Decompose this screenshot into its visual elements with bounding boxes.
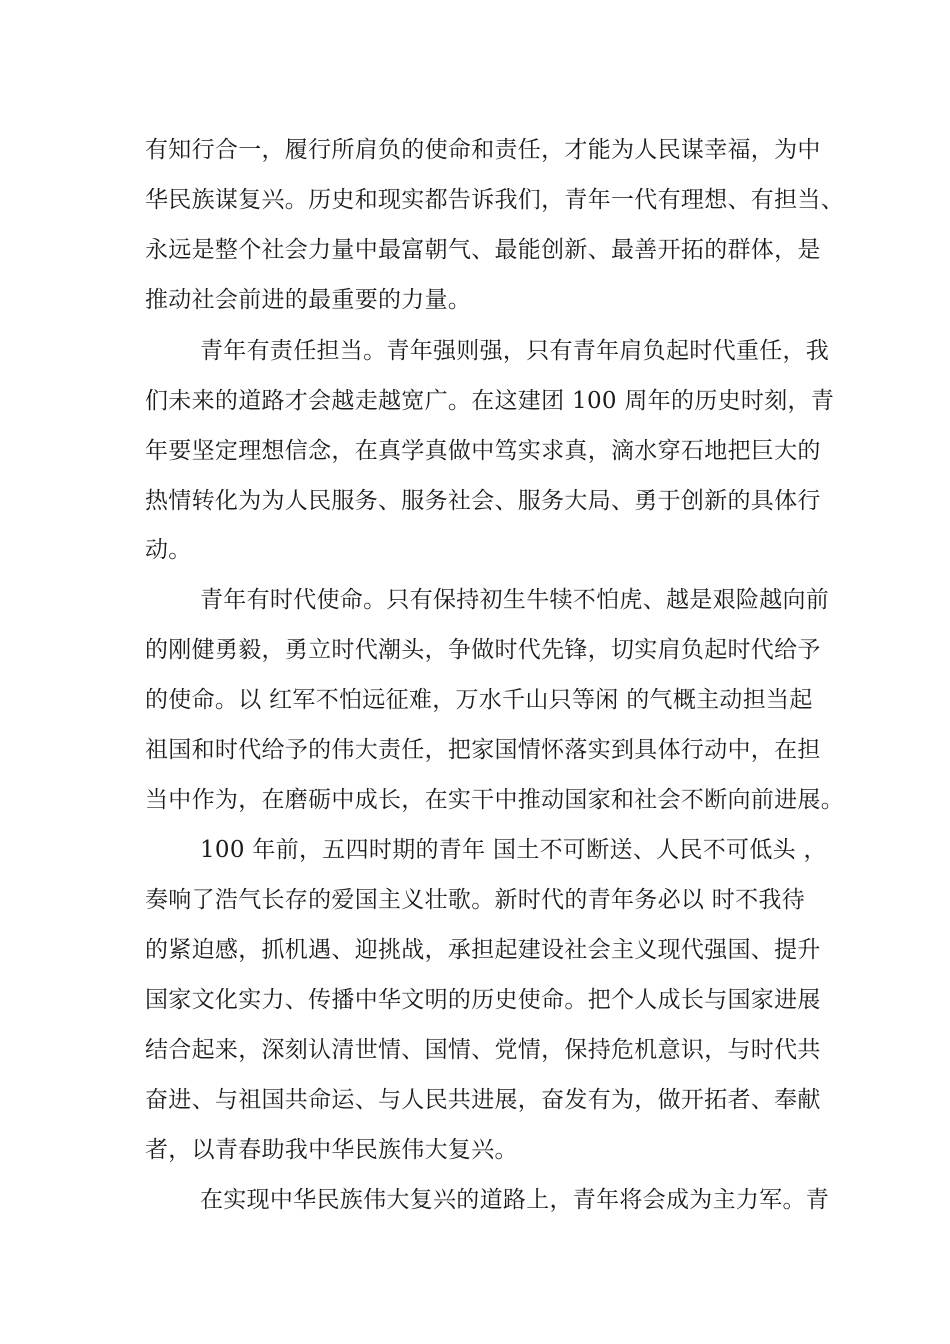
text-line: 年要坚定理想信念，在真学真做中笃实求真，滴水穿石地把巨大的 [145,438,821,464]
paragraph-first-line: 100 年前，五四时期的青年 国土不可断送、人民不可低头 ， [200,837,827,863]
text-line: 的使命。以 红军不怕远征难，万水千山只等闲 的气概主动担当起 [145,687,813,713]
text-line: 热情转化为为人民服务、服务社会、服务大局、勇于创新的具体行 [145,488,821,514]
text-line: 的刚健勇毅，勇立时代潮头，争做时代先锋，切实肩负起时代给予 [145,637,821,663]
paragraph-first-line: 青年有时代使命。只有保持初生牛犊不怕虎、越是艰险越向前 [200,587,830,613]
text-line: 祖国和时代给予的伟大责任，把家国情怀落实到具体行动中，在担 [145,737,821,763]
paragraph-first-line: 青年有责任担当。青年强则强，只有青年肩负起时代重任，我 [200,338,830,364]
text-line: 永远是整个社会力量中最富朝气、最能创新、最善开拓的群体，是 [145,237,821,263]
text-line: 有知行合一，履行所肩负的使命和责任，才能为人民谋幸福，为中 [145,137,821,163]
text-line: 华民族谋复兴。历史和现实都告诉我们，青年一代有理想、有担当、 [145,187,844,213]
text-line: 们未来的道路才会越走越宽广。在这建团 100 周年的历史时刻，青 [145,388,835,414]
text-line: 奏响了浩气长存的爱国主义壮歌。新时代的青年务必以 时不我待 [145,887,806,913]
text-line: 奋进、与祖国共命运、与人民共进展，奋发有为，做开拓者、奉献 [145,1087,821,1113]
text-line: 的紧迫感，抓机遇、迎挑战，承担起建设社会主义现代强国、提升 [145,937,821,963]
text-line: 推动社会前进的最重要的力量。 [145,287,472,313]
text-line: 国家文化实力、传播中华文明的历史使命。把个人成长与国家进展 [145,987,821,1013]
text-line: 者，以青春助我中华民族伟大复兴。 [145,1137,518,1163]
text-line: 当中作为，在磨砺中成长，在实干中推动国家和社会不断向前进展。 [145,787,844,813]
text-line: 动。 [145,537,192,563]
text-line: 结合起来，深刻认清世情、国情、党情，保持危机意识，与时代共 [145,1037,821,1063]
paragraph-first-line: 在实现中华民族伟大复兴的道路上，青年将会成为主力军。青 [200,1187,830,1213]
